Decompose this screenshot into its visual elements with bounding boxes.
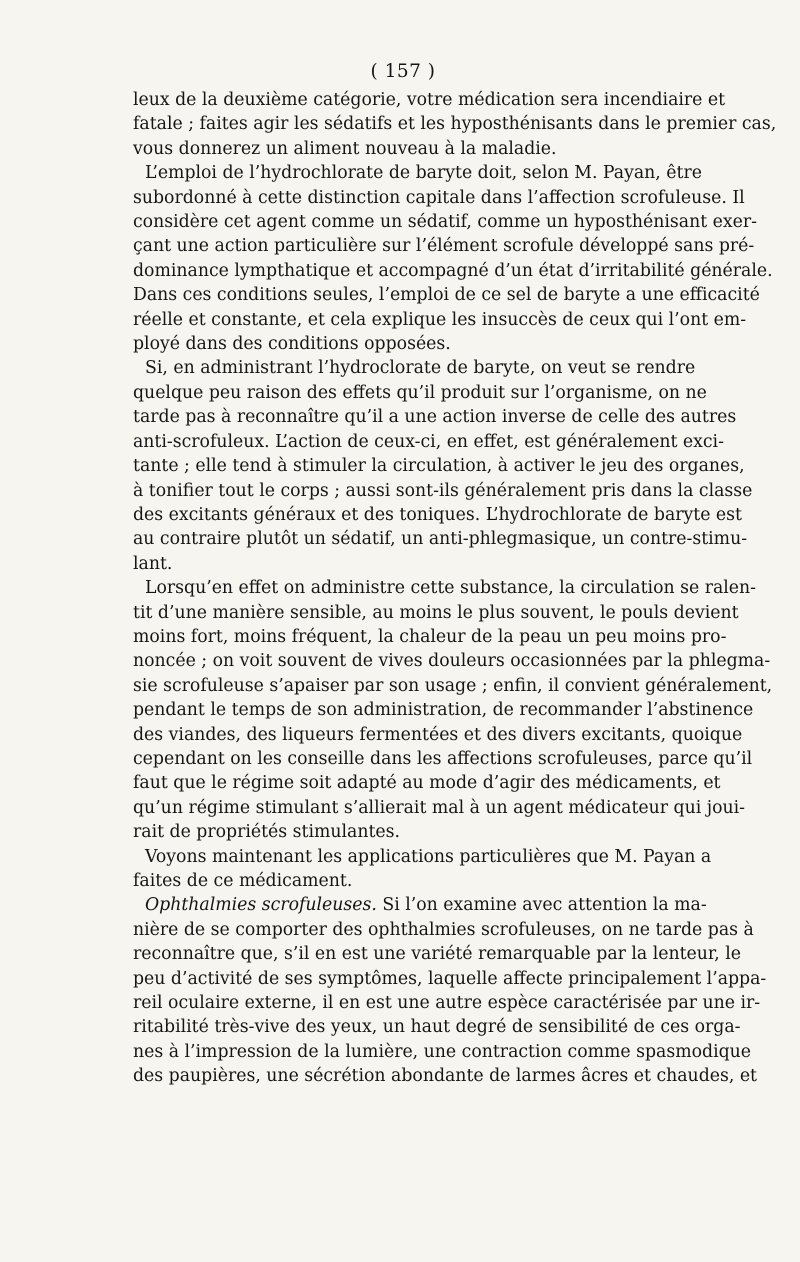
- text-line: ritabilité très-vive des yeux, un haut degré de sensibilité de ces orga-: [133, 1017, 741, 1038]
- text-line: noncée ; on voit souvent de vives douleurs occasionnées par la phlegma-: [133, 651, 771, 672]
- paragraph: [133, 161, 773, 356]
- text-line: vous donnerez un aliment nouveau à la maladie.: [133, 138, 557, 159]
- paragraph: [133, 356, 753, 576]
- text-line: tarde pas à reconnaître qu’il a une action inverse de celle des autres: [133, 407, 737, 428]
- text-line: au contraire plutôt un sédatif, un anti-phlegmasique, un contre-stimu-: [133, 529, 748, 550]
- text-line: nes à l’impression de la lumière, une contraction comme spasmodique: [133, 1041, 752, 1062]
- text-line: réelle et constante, et cela explique les insuccès de ceux qui l’ont em-: [133, 309, 747, 330]
- text-line: reil oculaire externe, il en est une autre espèce caractérisée par une ir-: [133, 993, 761, 1014]
- text-line: nière de se comporter des ophthalmies scrofuleuses, on ne tarde pas à: [133, 919, 754, 940]
- text-line: Lorsqu’en effet on administre cette substance, la circulation se ralen-: [145, 578, 756, 599]
- text-line: tante ; elle tend à stimuler la circulation, à activer le jeu des organes,: [133, 456, 745, 477]
- text-line: Voyons maintenant les applications particulières que M. Payan a: [145, 846, 712, 867]
- paragraph: [133, 893, 767, 1088]
- text-line: tit d’une manière sensible, au moins le plus souvent, le pouls devient: [133, 602, 739, 623]
- text-line: à tonifier tout le corps ; aussi sont-ils généralement pris dans la classe: [133, 480, 753, 501]
- text-line: lant.: [133, 553, 173, 574]
- text-line: peu d’activité de ses symptômes, laquelle affecte principalement l’appa-: [133, 968, 767, 989]
- paragraph: [133, 845, 712, 894]
- text-line: des viandes, des liqueurs fermentées et des divers excitants, quoique: [133, 724, 743, 745]
- text-line: Si, en administrant l’hydroclorate de baryte, on veut se rendre: [145, 358, 696, 379]
- text-line: pendant le temps de son administration, de recommander l’abstinence: [133, 700, 754, 721]
- text-line: cependant on les conseille dans les affections scrofuleuses, parce qu’il: [133, 748, 753, 769]
- text-line: ployé dans des conditions opposées.: [133, 334, 451, 355]
- text-line: sie scrofuleuse s’apaiser par son usage ; enfin, il convient généralement,: [133, 675, 773, 696]
- text-line: fatale ; faites agir les sédatifs et les hyposthénisants dans le premier cas,: [133, 114, 777, 135]
- text-line: des excitants généraux et des toniques. L’hydrochlorate de baryte est: [133, 504, 742, 525]
- text-line: faites de ce médicament.: [133, 871, 353, 891]
- text-line: anti-scrofuleux. L’action de ceux-ci, en effet, est généralement exci-: [133, 431, 724, 452]
- text-line: L’emploi de l’hydrochlorate de baryte doit, selon M. Payan, être: [145, 163, 702, 184]
- text-line: [133, 893, 707, 917]
- text-line: reconnaître que, s’il en est une variété remarquable par la lenteur, le: [133, 944, 741, 965]
- text-line: leux de la deuxième catégorie, votre médication sera incendiaire et: [133, 90, 726, 110]
- text-line: considère cet agent comme un sédatif, comme un hyposthénisant exer-: [133, 212, 757, 233]
- text-line: subordonné à cette distinction capitale dans l’affection scrofuleuse. Il: [133, 187, 745, 208]
- section-heading-italic: Ophthalmies scrofuleuses.: [145, 895, 377, 916]
- page-number: ( 157 ): [370, 61, 436, 82]
- paragraph: [133, 576, 773, 844]
- text-line: rait de propriétés stimulantes.: [133, 822, 400, 843]
- book-page: [133, 60, 777, 1089]
- paragraph: [133, 88, 777, 161]
- text-line: des paupières, une sécrétion abondante de larmes âcres et chaudes, et: [133, 1066, 758, 1087]
- text-line: quelque peu raison des effets qu’il produit sur l’organisme, on ne: [133, 382, 707, 403]
- text-line: moins fort, moins fréquent, la chaleur de la peau un peu moins pro-: [133, 626, 727, 647]
- text-fragment: Si l’on examine avec attention la ma-: [376, 895, 707, 916]
- text-line: çant une action particulière sur l’élément scrofule développé sans pré-: [133, 236, 755, 257]
- text-line: qu’un régime stimulant s’allierait mal à un agent médicateur qui joui-: [133, 797, 746, 818]
- text-line: Dans ces conditions seules, l’emploi de ce sel de baryte a une efficacité: [133, 285, 760, 306]
- text-line: dominance lympthatique et accompagné d’un état d’irritabilité générale.: [133, 260, 773, 281]
- text-line: faut que le régime soit adapté au mode d’agir des médicaments, et: [133, 773, 721, 794]
